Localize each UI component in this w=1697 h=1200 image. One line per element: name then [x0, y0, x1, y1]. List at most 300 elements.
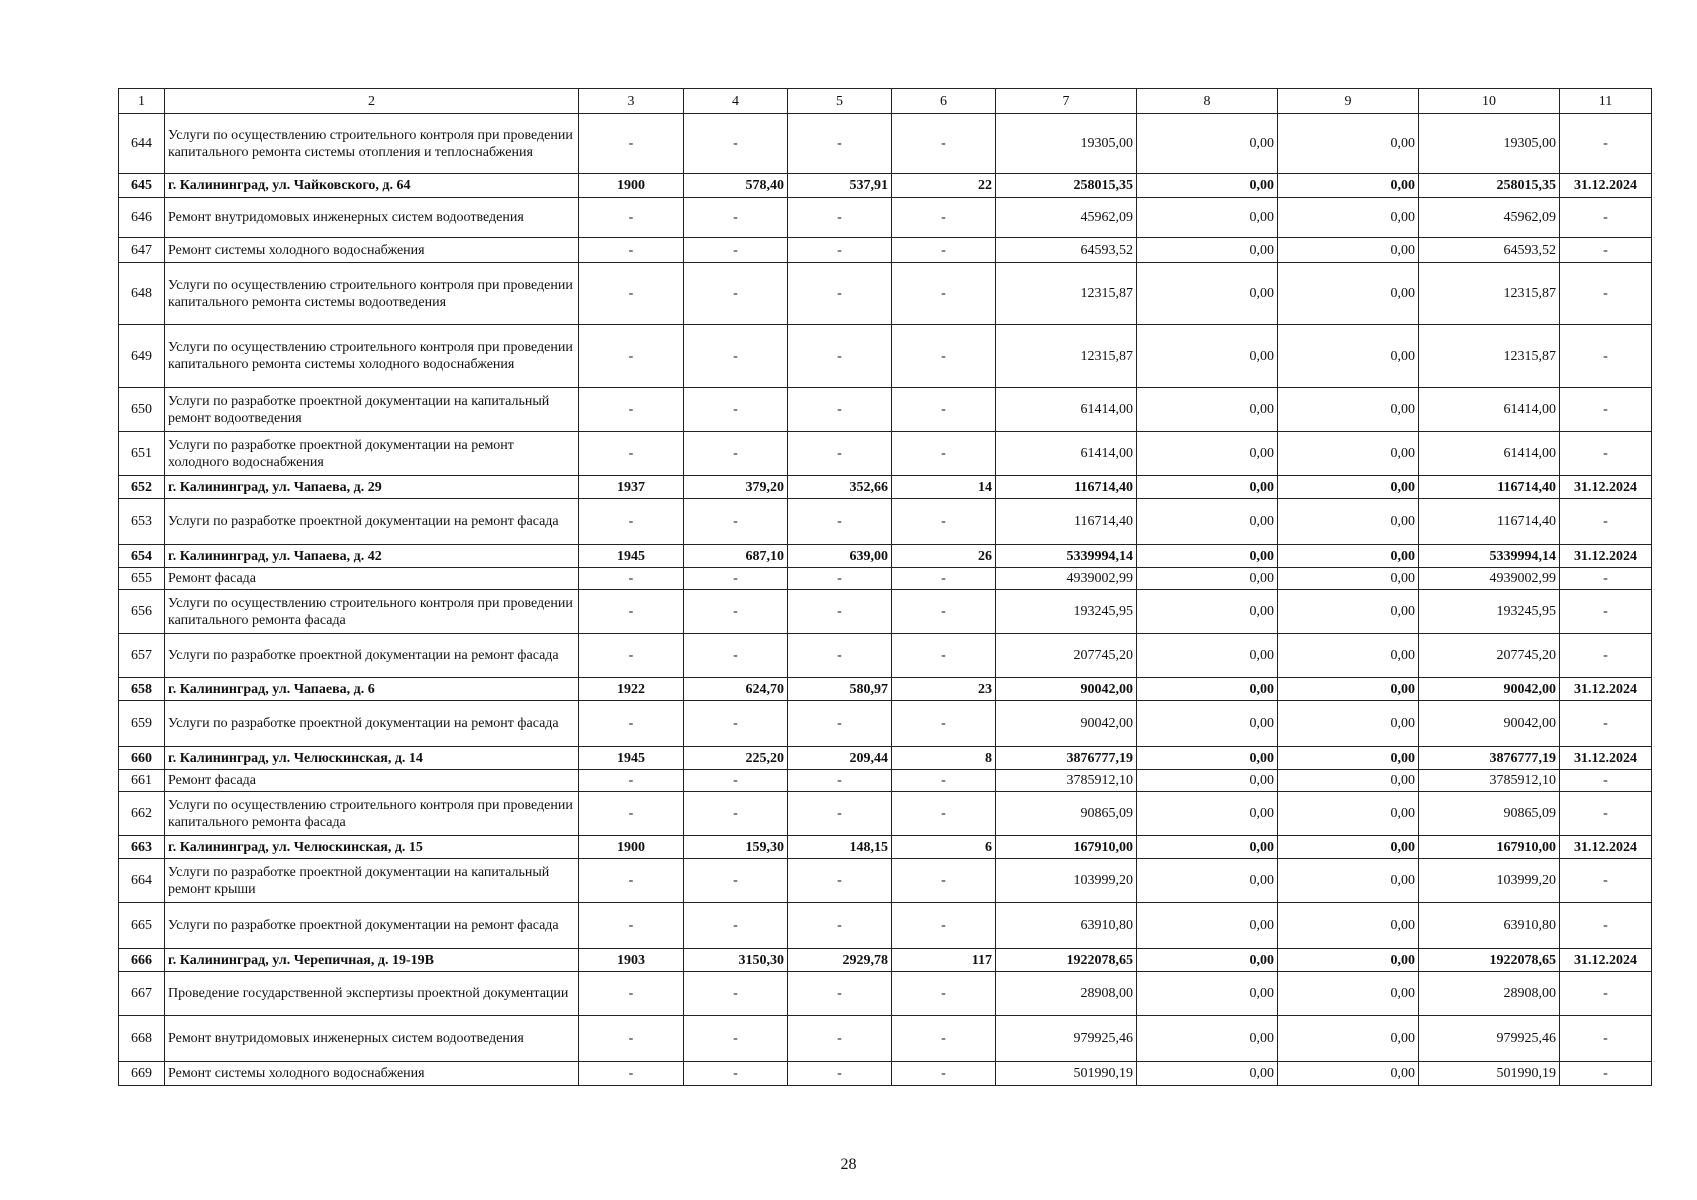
row-number: 668: [119, 1016, 165, 1062]
residents-cell: -: [892, 903, 996, 949]
cost-col8-cell: 0,00: [1137, 545, 1278, 568]
cost-total-cell: 193245,95: [996, 590, 1137, 634]
area-living-cell: -: [788, 263, 892, 325]
year-cell: -: [579, 770, 684, 792]
cost-col9-cell: 0,00: [1278, 1016, 1419, 1062]
cost-col9-cell: 0,00: [1278, 499, 1419, 545]
residents-cell: -: [892, 792, 996, 836]
residents-cell: -: [892, 634, 996, 678]
cost-total-cell: 116714,40: [996, 499, 1137, 545]
row-number: 656: [119, 590, 165, 634]
area-living-cell: -: [788, 903, 892, 949]
year-cell: 1900: [579, 836, 684, 859]
description-cell: Услуги по разработке проектной документации на ремонт фасада: [165, 903, 579, 949]
cost-total-cell: 63910,80: [996, 903, 1137, 949]
work-row: [119, 903, 1652, 949]
work-row: [119, 114, 1652, 174]
area-total-cell: -: [684, 1016, 788, 1062]
description-cell: г. Калининград, ул. Челюскинская, д. 15: [165, 836, 579, 859]
cost-total-cell: 207745,20: [996, 634, 1137, 678]
cost-col9-cell: 0,00: [1278, 198, 1419, 238]
area-total-cell: 687,10: [684, 545, 788, 568]
cost-col10-cell: 61414,00: [1419, 388, 1560, 432]
cost-col9-cell: 0,00: [1278, 792, 1419, 836]
area-living-cell: 148,15: [788, 836, 892, 859]
cost-col10-cell: 167910,00: [1419, 836, 1560, 859]
cost-total-cell: 3876777,19: [996, 747, 1137, 770]
cost-col9-cell: 0,00: [1278, 545, 1419, 568]
cost-col8-cell: 0,00: [1137, 325, 1278, 388]
area-total-cell: 379,20: [684, 476, 788, 499]
deadline-cell: -: [1560, 903, 1652, 949]
deadline-cell: -: [1560, 770, 1652, 792]
cost-total-cell: 501990,19: [996, 1062, 1137, 1086]
cost-total-cell: 167910,00: [996, 836, 1137, 859]
deadline-cell: -: [1560, 792, 1652, 836]
row-number: 662: [119, 792, 165, 836]
deadline-cell: 31.12.2024: [1560, 678, 1652, 701]
cost-col9-cell: 0,00: [1278, 770, 1419, 792]
area-living-cell: -: [788, 499, 892, 545]
header-cell: 4: [684, 89, 788, 114]
residents-cell: -: [892, 770, 996, 792]
year-cell: -: [579, 568, 684, 590]
deadline-cell: -: [1560, 238, 1652, 263]
description-cell: Ремонт фасада: [165, 568, 579, 590]
description-cell: Услуги по осуществлению строительного контроля при проведении капитального ремонта системы холодного водоснабжения: [165, 325, 579, 388]
description-cell: г. Калининград, ул. Чайковского, д. 64: [165, 174, 579, 198]
residents-cell: 22: [892, 174, 996, 198]
work-row: [119, 238, 1652, 263]
area-living-cell: -: [788, 325, 892, 388]
cost-col10-cell: 90865,09: [1419, 792, 1560, 836]
cost-col9-cell: 0,00: [1278, 238, 1419, 263]
area-living-cell: -: [788, 388, 892, 432]
cost-col9-cell: 0,00: [1278, 114, 1419, 174]
cost-col8-cell: 0,00: [1137, 476, 1278, 499]
row-number: 658: [119, 678, 165, 701]
area-living-cell: 639,00: [788, 545, 892, 568]
cost-col9-cell: 0,00: [1278, 388, 1419, 432]
work-row: [119, 701, 1652, 747]
deadline-cell: -: [1560, 263, 1652, 325]
cost-col8-cell: 0,00: [1137, 770, 1278, 792]
row-number: 651: [119, 432, 165, 476]
deadline-cell: 31.12.2024: [1560, 747, 1652, 770]
description-cell: Проведение государственной экспертизы проектной документации: [165, 972, 579, 1016]
row-number: 659: [119, 701, 165, 747]
area-living-cell: -: [788, 590, 892, 634]
cost-col8-cell: 0,00: [1137, 263, 1278, 325]
row-number: 646: [119, 198, 165, 238]
row-number: 657: [119, 634, 165, 678]
work-row: [119, 1062, 1652, 1086]
cost-col10-cell: 45962,09: [1419, 198, 1560, 238]
header-cell: 10: [1419, 89, 1560, 114]
row-number: 665: [119, 903, 165, 949]
cost-col8-cell: 0,00: [1137, 590, 1278, 634]
cost-total-cell: 61414,00: [996, 432, 1137, 476]
deadline-cell: 31.12.2024: [1560, 836, 1652, 859]
year-cell: -: [579, 1016, 684, 1062]
header-cell: 7: [996, 89, 1137, 114]
cost-col10-cell: 3785912,10: [1419, 770, 1560, 792]
residents-cell: -: [892, 388, 996, 432]
work-row: [119, 198, 1652, 238]
description-cell: Услуги по разработке проектной документации на ремонт фасада: [165, 499, 579, 545]
address-row: [119, 545, 1652, 568]
cost-col9-cell: 0,00: [1278, 325, 1419, 388]
work-row: [119, 568, 1652, 590]
cost-col10-cell: 90042,00: [1419, 678, 1560, 701]
work-row: [119, 432, 1652, 476]
header-cell: 3: [579, 89, 684, 114]
area-total-cell: -: [684, 1062, 788, 1086]
deadline-cell: -: [1560, 499, 1652, 545]
cost-col8-cell: 0,00: [1137, 1016, 1278, 1062]
area-living-cell: 352,66: [788, 476, 892, 499]
deadline-cell: -: [1560, 590, 1652, 634]
residents-cell: -: [892, 568, 996, 590]
header-cell: 9: [1278, 89, 1419, 114]
area-total-cell: -: [684, 568, 788, 590]
area-living-cell: -: [788, 1016, 892, 1062]
residents-cell: -: [892, 499, 996, 545]
work-row: [119, 263, 1652, 325]
cost-col8-cell: 0,00: [1137, 859, 1278, 903]
deadline-cell: -: [1560, 388, 1652, 432]
year-cell: -: [579, 114, 684, 174]
cost-col9-cell: 0,00: [1278, 859, 1419, 903]
cost-total-cell: 90042,00: [996, 678, 1137, 701]
description-cell: Услуги по разработке проектной документации на капитальный ремонт крыши: [165, 859, 579, 903]
residents-cell: -: [892, 238, 996, 263]
row-number: 649: [119, 325, 165, 388]
description-cell: г. Калининград, ул. Чапаева, д. 6: [165, 678, 579, 701]
work-row: [119, 859, 1652, 903]
cost-total-cell: 64593,52: [996, 238, 1137, 263]
residents-cell: -: [892, 972, 996, 1016]
deadline-cell: -: [1560, 432, 1652, 476]
description-cell: Ремонт системы холодного водоснабжения: [165, 238, 579, 263]
row-number: 652: [119, 476, 165, 499]
area-total-cell: -: [684, 432, 788, 476]
row-number: 647: [119, 238, 165, 263]
residents-cell: 6: [892, 836, 996, 859]
description-cell: Услуги по разработке проектной документации на ремонт фасада: [165, 634, 579, 678]
residents-cell: 117: [892, 949, 996, 972]
cost-col8-cell: 0,00: [1137, 747, 1278, 770]
cost-col9-cell: 0,00: [1278, 174, 1419, 198]
deadline-cell: -: [1560, 325, 1652, 388]
area-living-cell: -: [788, 972, 892, 1016]
cost-col9-cell: 0,00: [1278, 634, 1419, 678]
area-total-cell: -: [684, 701, 788, 747]
cost-col8-cell: 0,00: [1137, 949, 1278, 972]
area-total-cell: 225,20: [684, 747, 788, 770]
description-cell: Услуги по осуществлению строительного контроля при проведении капитального ремонта фасада: [165, 792, 579, 836]
year-cell: 1945: [579, 545, 684, 568]
cost-col9-cell: 0,00: [1278, 903, 1419, 949]
cost-total-cell: 61414,00: [996, 388, 1137, 432]
cost-col10-cell: 116714,40: [1419, 476, 1560, 499]
year-cell: 1937: [579, 476, 684, 499]
cost-total-cell: 979925,46: [996, 1016, 1137, 1062]
cost-col8-cell: 0,00: [1137, 701, 1278, 747]
cost-total-cell: 103999,20: [996, 859, 1137, 903]
cost-col8-cell: 0,00: [1137, 198, 1278, 238]
year-cell: -: [579, 792, 684, 836]
cost-col10-cell: 90042,00: [1419, 701, 1560, 747]
row-number: 663: [119, 836, 165, 859]
description-cell: Услуги по осуществлению строительного контроля при проведении капитального ремонта фасада: [165, 590, 579, 634]
deadline-cell: -: [1560, 634, 1652, 678]
row-number: 661: [119, 770, 165, 792]
deadline-cell: -: [1560, 568, 1652, 590]
description-cell: г. Калининград, ул. Черепичная, д. 19-19В: [165, 949, 579, 972]
residents-cell: -: [892, 198, 996, 238]
area-living-cell: -: [788, 114, 892, 174]
description-cell: Ремонт фасада: [165, 770, 579, 792]
area-total-cell: -: [684, 859, 788, 903]
area-total-cell: -: [684, 499, 788, 545]
cost-total-cell: 116714,40: [996, 476, 1137, 499]
area-living-cell: -: [788, 568, 892, 590]
header-cell: 1: [119, 89, 165, 114]
year-cell: -: [579, 1062, 684, 1086]
page-number: 28: [840, 1156, 857, 1173]
address-row: [119, 174, 1652, 198]
description-cell: Ремонт системы холодного водоснабжения: [165, 1062, 579, 1086]
area-total-cell: -: [684, 263, 788, 325]
work-row: [119, 590, 1652, 634]
year-cell: -: [579, 701, 684, 747]
cost-total-cell: 28908,00: [996, 972, 1137, 1016]
deadline-cell: -: [1560, 972, 1652, 1016]
cost-col10-cell: 258015,35: [1419, 174, 1560, 198]
cost-col10-cell: 64593,52: [1419, 238, 1560, 263]
residents-cell: 14: [892, 476, 996, 499]
cost-col10-cell: 103999,20: [1419, 859, 1560, 903]
deadline-cell: -: [1560, 1016, 1652, 1062]
header-cell: 11: [1560, 89, 1652, 114]
area-living-cell: -: [788, 859, 892, 903]
area-total-cell: -: [684, 238, 788, 263]
area-living-cell: -: [788, 432, 892, 476]
cost-col8-cell: 0,00: [1137, 634, 1278, 678]
cost-col9-cell: 0,00: [1278, 1062, 1419, 1086]
row-number: 650: [119, 388, 165, 432]
cost-total-cell: 3785912,10: [996, 770, 1137, 792]
description-cell: г. Калининград, ул. Челюскинская, д. 14: [165, 747, 579, 770]
cost-col10-cell: 1922078,65: [1419, 949, 1560, 972]
row-number: 667: [119, 972, 165, 1016]
cost-col9-cell: 0,00: [1278, 263, 1419, 325]
cost-total-cell: 90042,00: [996, 701, 1137, 747]
cost-col8-cell: 0,00: [1137, 972, 1278, 1016]
description-cell: Услуги по осуществлению строительного контроля при проведении капитального ремонта системы водоотведения: [165, 263, 579, 325]
cost-col8-cell: 0,00: [1137, 568, 1278, 590]
description-cell: Услуги по разработке проектной документации на капитальный ремонт водоотведения: [165, 388, 579, 432]
cost-col9-cell: 0,00: [1278, 701, 1419, 747]
cost-col10-cell: 4939002,99: [1419, 568, 1560, 590]
deadline-cell: 31.12.2024: [1560, 174, 1652, 198]
cost-col9-cell: 0,00: [1278, 972, 1419, 1016]
residents-cell: -: [892, 590, 996, 634]
area-total-cell: -: [684, 903, 788, 949]
area-total-cell: 578,40: [684, 174, 788, 198]
header-cell: 5: [788, 89, 892, 114]
cost-col9-cell: 0,00: [1278, 678, 1419, 701]
cost-col10-cell: 193245,95: [1419, 590, 1560, 634]
area-living-cell: 2929,78: [788, 949, 892, 972]
area-total-cell: -: [684, 590, 788, 634]
residents-cell: -: [892, 1016, 996, 1062]
description-cell: Услуги по осуществлению строительного контроля при проведении капитального ремонта системы отопления и теплоснабжения: [165, 114, 579, 174]
area-living-cell: -: [788, 792, 892, 836]
row-number: 664: [119, 859, 165, 903]
area-total-cell: 159,30: [684, 836, 788, 859]
residents-cell: -: [892, 432, 996, 476]
cost-col9-cell: 0,00: [1278, 568, 1419, 590]
area-living-cell: -: [788, 634, 892, 678]
work-row: [119, 1016, 1652, 1062]
cost-total-cell: 45962,09: [996, 198, 1137, 238]
deadline-cell: 31.12.2024: [1560, 545, 1652, 568]
year-cell: -: [579, 634, 684, 678]
address-row: [119, 476, 1652, 499]
area-total-cell: -: [684, 114, 788, 174]
deadline-cell: 31.12.2024: [1560, 476, 1652, 499]
year-cell: 1903: [579, 949, 684, 972]
area-total-cell: -: [684, 388, 788, 432]
row-number: 660: [119, 747, 165, 770]
cost-col8-cell: 0,00: [1137, 792, 1278, 836]
row-number: 648: [119, 263, 165, 325]
row-number: 654: [119, 545, 165, 568]
residents-cell: -: [892, 701, 996, 747]
cost-col10-cell: 501990,19: [1419, 1062, 1560, 1086]
residents-cell: -: [892, 263, 996, 325]
cost-col10-cell: 207745,20: [1419, 634, 1560, 678]
cost-total-cell: 4939002,99: [996, 568, 1137, 590]
year-cell: -: [579, 325, 684, 388]
address-row: [119, 747, 1652, 770]
area-total-cell: -: [684, 972, 788, 1016]
description-cell: г. Калининград, ул. Чапаева, д. 29: [165, 476, 579, 499]
deadline-cell: -: [1560, 701, 1652, 747]
residents-cell: -: [892, 859, 996, 903]
description-cell: Услуги по разработке проектной документации на ремонт холодного водоснабжения: [165, 432, 579, 476]
cost-col9-cell: 0,00: [1278, 590, 1419, 634]
cost-total-cell: 258015,35: [996, 174, 1137, 198]
area-total-cell: -: [684, 634, 788, 678]
work-row: [119, 634, 1652, 678]
cost-col8-cell: 0,00: [1137, 114, 1278, 174]
description-cell: Ремонт внутридомовых инженерных систем водоотведения: [165, 198, 579, 238]
year-cell: -: [579, 198, 684, 238]
residents-cell: -: [892, 325, 996, 388]
cost-col10-cell: 979925,46: [1419, 1016, 1560, 1062]
cost-col8-cell: 0,00: [1137, 388, 1278, 432]
cost-total-cell: 5339994,14: [996, 545, 1137, 568]
row-number: 655: [119, 568, 165, 590]
year-cell: -: [579, 903, 684, 949]
year-cell: -: [579, 432, 684, 476]
work-row: [119, 388, 1652, 432]
cost-col8-cell: 0,00: [1137, 238, 1278, 263]
cost-col8-cell: 0,00: [1137, 499, 1278, 545]
cost-col8-cell: 0,00: [1137, 836, 1278, 859]
cost-total-cell: 19305,00: [996, 114, 1137, 174]
area-living-cell: -: [788, 198, 892, 238]
residents-cell: 8: [892, 747, 996, 770]
deadline-cell: -: [1560, 1062, 1652, 1086]
year-cell: -: [579, 263, 684, 325]
deadline-cell: -: [1560, 114, 1652, 174]
area-living-cell: 537,91: [788, 174, 892, 198]
description-cell: г. Калининград, ул. Чапаева, д. 42: [165, 545, 579, 568]
work-row: [119, 972, 1652, 1016]
description-cell: Услуги по разработке проектной документации на ремонт фасада: [165, 701, 579, 747]
cost-total-cell: 12315,87: [996, 325, 1137, 388]
row-number: 644: [119, 114, 165, 174]
cost-col10-cell: 63910,80: [1419, 903, 1560, 949]
deadline-cell: -: [1560, 859, 1652, 903]
deadline-cell: 31.12.2024: [1560, 949, 1652, 972]
year-cell: -: [579, 859, 684, 903]
year-cell: 1945: [579, 747, 684, 770]
cost-col10-cell: 12315,87: [1419, 263, 1560, 325]
area-total-cell: 3150,30: [684, 949, 788, 972]
column-number-header: [119, 89, 1652, 114]
cost-col10-cell: 5339994,14: [1419, 545, 1560, 568]
cost-col8-cell: 0,00: [1137, 432, 1278, 476]
row-number: 645: [119, 174, 165, 198]
year-cell: 1900: [579, 174, 684, 198]
area-living-cell: -: [788, 238, 892, 263]
cost-col8-cell: 0,00: [1137, 678, 1278, 701]
address-row: [119, 678, 1652, 701]
residents-cell: 26: [892, 545, 996, 568]
cost-total-cell: 90865,09: [996, 792, 1137, 836]
area-total-cell: -: [684, 792, 788, 836]
cost-col9-cell: 0,00: [1278, 949, 1419, 972]
year-cell: -: [579, 590, 684, 634]
works-table: [118, 88, 1652, 1086]
year-cell: -: [579, 388, 684, 432]
address-row: [119, 949, 1652, 972]
year-cell: -: [579, 499, 684, 545]
year-cell: -: [579, 972, 684, 1016]
cost-col9-cell: 0,00: [1278, 432, 1419, 476]
row-number: 653: [119, 499, 165, 545]
header-cell: 6: [892, 89, 996, 114]
header-cell: 2: [165, 89, 579, 114]
cost-col10-cell: 19305,00: [1419, 114, 1560, 174]
area-living-cell: -: [788, 770, 892, 792]
cost-col8-cell: 0,00: [1137, 903, 1278, 949]
row-number: 666: [119, 949, 165, 972]
area-living-cell: -: [788, 701, 892, 747]
cost-col10-cell: 3876777,19: [1419, 747, 1560, 770]
year-cell: 1922: [579, 678, 684, 701]
work-row: [119, 499, 1652, 545]
area-total-cell: -: [684, 325, 788, 388]
deadline-cell: -: [1560, 198, 1652, 238]
cost-total-cell: 12315,87: [996, 263, 1137, 325]
residents-cell: -: [892, 114, 996, 174]
